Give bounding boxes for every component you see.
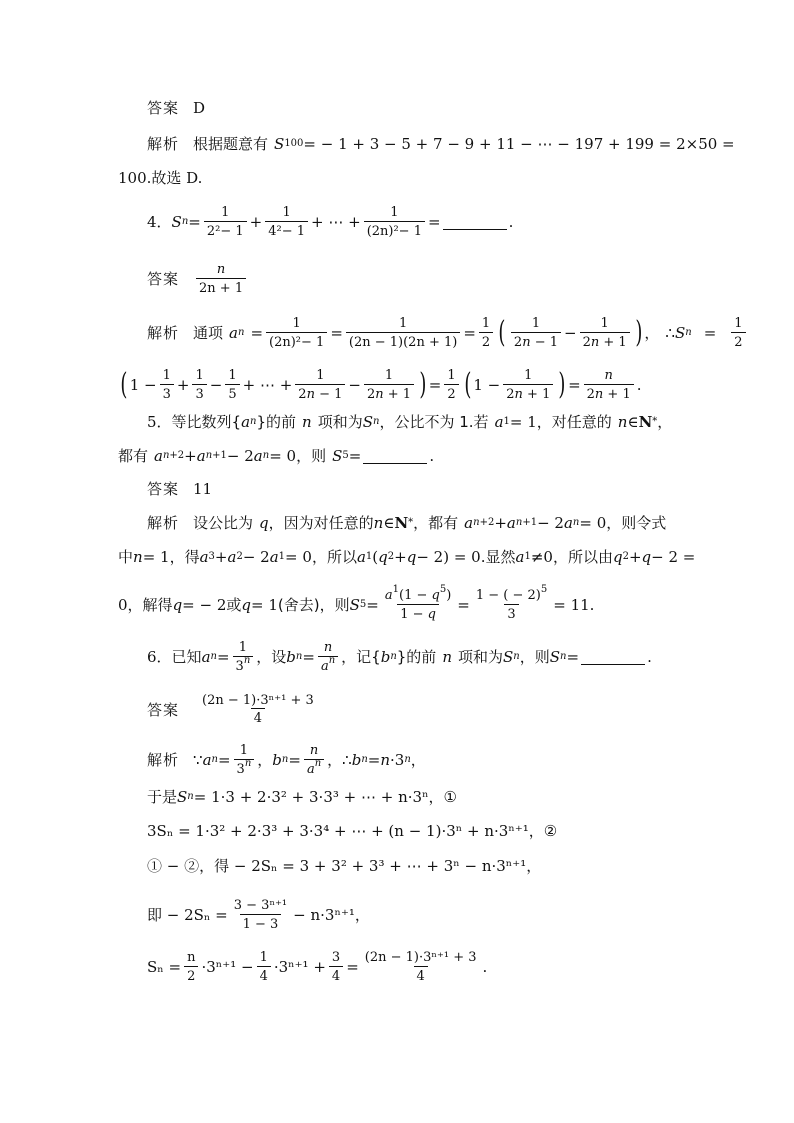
analysis-label: 解析	[147, 324, 180, 342]
analysis-label: 解析	[147, 514, 180, 532]
q5-answer: 11	[193, 480, 213, 498]
q6-analysis-3: 3Sₙ = 1·3² + 2·3³ + 3·3⁴ + ⋯ + (n − 1)·3ⁿ + n·3ⁿ⁺¹，②	[147, 822, 558, 840]
q4-analysis-1: 解析 通项 a n = $\frac{1}{\text{(2n)²− 1}}$ = $\frac{1}{(2n - 1)(2n + 1)}$ = $\frac{1}{2}$ ( $\frac{1}{2n - 1}$ − $\frac{1}{2n + 1}$ ) ， ∴ S n = $\frac{1}{2}$	[147, 316, 749, 350]
q4-term2: $\frac{1}{\text{4²− 1}}$	[265, 205, 308, 239]
q6-answer-line	[147, 693, 323, 726]
q6-analysis-1: 解析 ∵ a n = $\frac{1}{3^n}$ ， b n = $\frac{n}{a^n}$ ， ∴ b n = n ·3 n ，	[147, 743, 426, 777]
answer-label: 答案	[147, 270, 180, 288]
q5-analysis-1: 解析 设公比为 q ，因为对任意的 n ∈ N * ，都有 a n+2 + a n+1 − 2 a n = 0 ，则令式	[147, 514, 667, 532]
q5-analysis-3: 0 ，解得 q = − 2 或 q = 1 (舍去)，则 S 5 = $\frac{a^1(1 - q^5)}{1 - q}$ = $\frac{1 - ( - 2)^5}{3}$ = 11.	[118, 584, 595, 622]
q5-stem-1: 5． 等比数列{ a n }的前 n 项和为 S n ，公比不为 1.若 a 1 = 1 ，对任意的 n ∈ N * ，	[147, 413, 673, 431]
q5-answer-line	[147, 479, 212, 499]
analysis-label: 解析	[147, 751, 180, 769]
q4-answer-line	[147, 262, 249, 296]
q3-analysis-expr: = − 1 + 3 − 5 + 7 − 9 + 11 − ⋯ − 197 + 199 = 2×50 =	[303, 135, 735, 153]
q4-term1: $\frac{1}{\text{2²− 1}}$	[204, 205, 247, 239]
q5-stem-2: 都有 a n+2 + a n+1 − 2 a n = 0 ，则 S 5 = .	[118, 447, 435, 465]
answer-label: 答案	[147, 480, 180, 498]
answer-label: 答案	[147, 99, 180, 117]
q6-analysis-4: ① − ②，得 − 2Sₙ = 3 + 3² + 3³ + ⋯ + 3ⁿ − n·3ⁿ⁺¹，	[147, 857, 542, 875]
q6-analysis-2: 于是 S n = 1·3 + 2·3² + 3·3³ + ⋯ + n·3ⁿ，①	[147, 788, 458, 806]
q3-answer: D	[193, 99, 206, 117]
q3-tail: 100.故选 D.	[118, 169, 203, 187]
q3-analysis-text: 根据题意有	[193, 135, 269, 153]
answer-blank	[363, 449, 427, 464]
q6-analysis-5: 即 − 2Sₙ = $\frac{\text{3 − 3ⁿ⁺¹}}{1 - 3}$ − n·3ⁿ⁺¹，	[147, 898, 370, 932]
q4-term3: $\frac{1}{\text{(2n)²− 1}}$	[364, 205, 425, 239]
answer-blank	[581, 650, 645, 665]
q3-answer-line	[147, 98, 205, 118]
q6-stem: 6． 已知 a n = $\frac{1}{3^n}$ ，设 b n = $\frac{n}{a^n}$ ，记{ b n }的前 n 项和为 S n ，则 S n = .	[147, 640, 652, 674]
answer-label: 答案	[147, 700, 180, 719]
q5-analysis-2: 中 n = 1 ，得 a 3 + a 2 − 2 a 1 = 0 ，所以 a 1 ( q 2 + q − 2) = 0. 显然 a 1 ≠0 ，所以由 q 2 + q − 2 =	[118, 548, 696, 566]
q4-number: 4．	[147, 213, 172, 231]
q4-analysis-2: ( 1 − $\frac{1}{3}$ + $\frac{1}{3}$ − $\frac{1}{5}$ + ⋯ + $\frac{1}{2n - 1}$ − $\frac{1}{2n + 1}$ ) = $\frac{1}{2}$ ( 1 − $\frac{1}{2n + 1}$ ) = $\frac{n}{2n + 1}$ .	[120, 367, 642, 402]
q4-answer: $\frac{n}{2n + 1}$	[196, 262, 246, 296]
q6-answer: $\frac{\text{(2n − 1)·3ⁿ⁺¹ + 3}}{4}$	[202, 693, 314, 726]
analysis-label: 解析	[147, 135, 180, 153]
q3-analysis-line: 解析 根据题意有 S 100 = − 1 + 3 − 5 + 7 − 9 + 11 − ⋯ − 197 + 199 = 2×50 =	[147, 135, 735, 153]
answer-blank	[443, 215, 507, 230]
q3-analysis-tail	[118, 168, 202, 188]
q6-analysis-6: Sₙ = $\frac{n}{2}$ ·3ⁿ⁺¹ − $\frac{1}{4}$ ·3ⁿ⁺¹ + $\frac{3}{4}$ = $\frac{\text{(2n − 1)·3ⁿ⁺¹ + 3}}{4}$ .	[147, 950, 488, 984]
q4-stem: 4． S n = $\frac{1}{\text{2²− 1}}$ + $\frac{1}{\text{4²− 1}}$ + ⋯ + $\frac{1}{\text{(2n)²− 1}}$ = .	[147, 205, 514, 239]
